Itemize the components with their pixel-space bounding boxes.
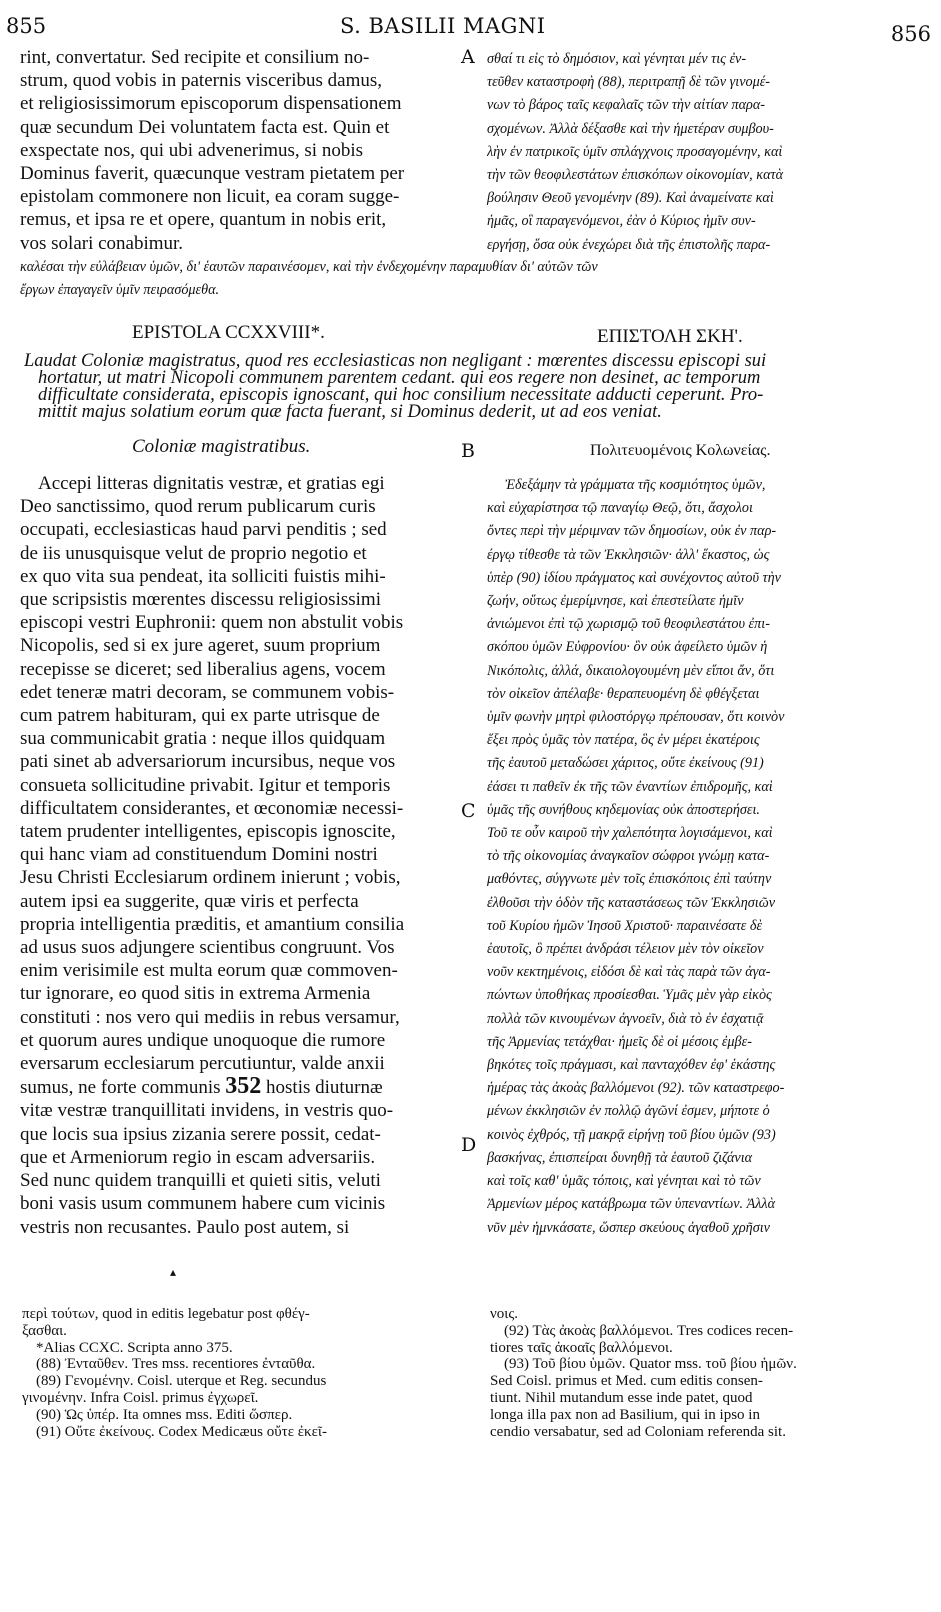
text-line: Accepi litteras dignitatis vestræ, et gratias egi	[38, 473, 385, 494]
text-line: remus, et ipsa re et opere, quantum in nobis erit,	[20, 209, 387, 231]
text-line: constituti : nos vero qui mediis in rebus versamur,	[20, 1006, 400, 1028]
text-line: occupati, ecclesiasticas haud parvi penditis ; sed	[20, 519, 387, 541]
text-line: ἐλθοῦσι τὴν ὁδὸν τῆς καταστάσεως τῶν Ἐκκλησιῶν	[487, 894, 776, 911]
footnote-line: cendio versabatur, sed ad Coloniam referenda sit.	[490, 1423, 786, 1440]
text-line: καλέσαι τὴν εὐλάβειαν ὑμῶν, δι' ἑαυτῶν παραινέσομεν, καὶ τὴν ἐνδεχομένην παραμυθίαν δι' αὐτῶν τῶν	[20, 259, 598, 275]
text-line: έργῳ τίθεσθε τὰ τῶν Ἐκκλησιῶν· ἀλλ' ἕκαστος, ὡς	[487, 546, 770, 563]
footnote-line: γινομένην. Infra Coisl. primus ἐγχωρεῖ.	[22, 1389, 259, 1406]
text-line: episcopi vestri Euphronii: quem non abstulit vobis	[20, 612, 404, 634]
text-line: Ἐδεξάμην τὰ γράμματα τῆς κοσμιότητος ὑμῶν,	[505, 477, 766, 493]
text-line: βούλησιν Θεοῦ γενομένην (89). Καὶ ἀναμείνατε καὶ	[487, 190, 774, 207]
text-line: εργήσῃ, ὅσα οὐκ ἐνεχώρει διὰ τῆς ἐπιστολῆς παρα-	[487, 236, 771, 253]
text-line: recepisse se diceret; sed liberalius agens, vocem	[20, 658, 386, 680]
text-line: enim verisimile est multa eorum quæ commoven-	[20, 960, 398, 982]
text-line: epistolam commonere non licuit, ea coram sugge-	[20, 186, 400, 208]
text-line: Ἀρμενίων μέρος κατάβρωμα τῶν ὑπεναντίων. Ἀλλὰ	[487, 1196, 776, 1213]
margin-letter-d: D	[461, 1134, 477, 1156]
footnote-line: (92) Τὰς ἀκοὰς βαλλόμενοι. Tres codices recen-	[504, 1322, 794, 1339]
epistola-title-greek: ΕΠΙΣΤΟΛΗ ΣΚΗ'.	[597, 326, 743, 347]
text-line: μένων ἐκκλησιῶν ἐν πολλῷ ἀγῶνί ἐσμεν, μήποτε ὁ	[487, 1103, 770, 1120]
footnote-line: longa illa pax non ad Basilium, qui in ipso in	[490, 1406, 760, 1423]
footnotes-right	[490, 1306, 930, 1440]
text-line: que locis sua ipsius zizania serere possit, cedat-	[20, 1123, 381, 1145]
text-line: Τοῦ τε οὖν καιροῦ τὴν χαλεπότητα λογισάμενοι, καὶ	[487, 825, 773, 842]
text-line: consueta sollicitudine privabit. Igitur et temporis	[20, 774, 391, 796]
text-line: ὑμᾶς τῆς συνήθους κηδεμονίας οὐκ ἀποστερήσει.	[487, 801, 760, 818]
text-line: τῆς ἑαυτοῦ μεταδώσει χάριτος, οὔτε ἐκείνους (91)	[487, 755, 764, 772]
text-line: edet teneræ matri decoram, se communem vobis-	[20, 681, 395, 703]
text-line: κοινὸς ἐχθρός, τῇ μακρᾷ εἰρήνῃ τοῦ βίου ὑμῶν (93)	[487, 1126, 776, 1143]
footnote-line: tiores ταῖς ἀκοαῖς βαλλόμενοι.	[490, 1339, 673, 1356]
text-line: vestris non recusantes. Paulo post autem, si	[20, 1216, 350, 1238]
page-mark: ▴	[170, 1265, 177, 1279]
text-line: exspectate nos, qui ubi advenerimus, si nobis	[20, 139, 363, 161]
text-line: Νικόπολις, ἀλλά, δικαιολογουμένη μὲν εἴποι ἄν, ὅτι	[487, 662, 775, 679]
text-line: ἑαυτοῖς, ὃ πρέπει ἀνδράσι τέλειον μὲν τὸν οἰκεῖον	[487, 941, 764, 958]
footnote-line: (89) Γενομένην. Coisl. uterque et Reg. secundus	[36, 1373, 327, 1390]
footnote-line: *Alias CCXC. Scripta anno 375.	[36, 1339, 233, 1356]
footnote-line: (90) Ὡς ὑπέρ. Ita omnes mss. Editi ὥσπερ.	[36, 1406, 293, 1423]
footnote-line: tiunt. Nihil mutandum esse inde patet, quod	[490, 1389, 753, 1406]
footnote-line: περὶ τούτων, quod in editis legebatur post φθέγ-	[22, 1306, 310, 1322]
text-line: ἔργων ἐπαγαγεῖν ὑμῖν πειρασόμεθα.	[20, 282, 220, 299]
text-line: hortatur, ut matri Nicopoli communem parentem cedant. qui eos regere non desinet, ac temporum	[38, 370, 761, 387]
text-line: difficultatem considerantes, et œconomiæ necessi-	[20, 797, 404, 819]
text-line: νῦν μὲν ἡμνκάσατε, ὥσπερ σκεύους ἀγαθοῦ χρῆσιν	[487, 1219, 770, 1236]
text-line: πώντων ὑποθήκας προσίεσθαι. Ὑμᾶς μὲν γὰρ εἰκὸς	[487, 987, 772, 1004]
text-line: Laudat Coloniæ magistratus, quod res ecclesiasticas non negligant : mœrentes discessu episcopi sui	[24, 353, 767, 370]
greek-column-main	[487, 474, 927, 1240]
text-line: que et Armeniorum regio in escam adversariis.	[20, 1146, 376, 1168]
text-line: Jesu Christi Ecclesiarum ordinem inierunt ; vobis,	[20, 867, 401, 889]
text-line: ὑμῖν φωνὴν μητρὶ φιλοστόργῳ πρέπουσαν, ὅτι κοινὸν	[487, 709, 785, 726]
text-segment: hostis diuturnæ	[266, 1077, 383, 1099]
page-number-right: 856	[890, 22, 931, 46]
latin-column-main	[20, 472, 460, 1239]
text-line: μαθόντες, σύγγνωτε μὲν τοῖς ἐπισκόποις ἐπὶ ταύτην	[487, 871, 772, 888]
text-line: cum patrem habituram, qui ex parte utrisque de	[20, 705, 380, 727]
text-line: τὴν τῶν θεοφιλεστάτων ἐπισκόπων οἰκονομίαν, κατὰ	[487, 167, 784, 184]
text-line: Nicopolis, sed si ex jure ageret, suum proprium	[20, 635, 381, 657]
footnote-line: νοις.	[490, 1306, 519, 1322]
text-line: ad usus suos adjungere scientibus congruunt. Vos	[20, 937, 395, 959]
latin-column-top	[20, 46, 460, 255]
greek-column-top	[487, 48, 927, 257]
text-line: propria intelligentia præditis, et amantium consilia	[20, 913, 405, 935]
text-line: ἐάσει τι παθεῖν ἐκ τῆς τῶν ἐναντίων ἐπιδρομῆς, καὶ	[487, 778, 773, 795]
text-line: que scripsistis mœrentes discessu religiosissimi	[20, 589, 381, 611]
text-line: tur ignorare, eo quod sitis in extrema Armenia	[20, 983, 371, 1005]
text-line: sua communicabit gratia : neque illos quidquam	[20, 728, 386, 750]
text-line: ὄντες περὶ τὴν μέριμναν τῶν δημοσίων, οὐκ ἐν παρ-	[487, 523, 777, 540]
footnote-line: Sed Coisl. primus et Med. cum editis consen-	[490, 1373, 763, 1390]
text-line: τὸν οἰκεῖον ἀπέλαβε· θεραπευομένη δὲ φθέγξεται	[487, 685, 760, 702]
text-line: autem ipsi ea suggerite, quæ viris et perfecta	[20, 890, 359, 912]
text-line: ἀνιώμενοι ἐπὶ τῷ χωρισμῷ τοῦ θεοφιλεστάτου ἐπι-	[487, 616, 770, 633]
page-number-left: 855	[6, 14, 47, 38]
running-title: S. BASILII MAGNI	[340, 14, 546, 38]
text-line: eversarum ecclesiarum percutiuntur, valde anxii	[20, 1053, 385, 1075]
text-line: Dominus faverit, quæcunque vestram pietatem per	[20, 163, 405, 185]
text-segment: sumus, ne forte communis	[20, 1077, 221, 1099]
text-line: ἡμέρας τὰς ἀκοὰς βαλλόμενοι (92). τῶν καταστρεφο-	[487, 1080, 785, 1097]
text-line: σθαί τι εἰς τὸ δημόσιον, καὶ γένηται μέν τις ἐν-	[487, 51, 747, 67]
text-line: τεῦθεν καταστροφὴ (88), περιτραπῇ δὲ τῶν γινομέ-	[487, 74, 771, 91]
text-line: σκόπου ὑμῶν Εὐφρονίου· ὃν οὐκ ἀφείλετο ὑμῶν ἡ	[487, 639, 768, 656]
text-line: ζωήν, οὕτως ἐμερίμνησε, καὶ ἐπεστείλατε ἡμῖν	[487, 593, 744, 610]
footnote-line: ξασθαι.	[22, 1322, 67, 1339]
text-line	[20, 1075, 460, 1099]
greek-full-width	[20, 256, 925, 302]
footnotes-left	[22, 1306, 462, 1440]
footnote-line: (88) Ἐνταῦθεν. Tres mss. recentiores ἐνταῦθα.	[36, 1356, 316, 1373]
text-line: vos solari conabimur.	[20, 232, 184, 254]
text-line: καὶ εὐχαρίστησα τῷ παναγίῳ Θεῷ, ὅτι, ἄσχολοι	[487, 500, 753, 517]
text-line: et religiosissimorum episcoporum dispensationem	[20, 93, 402, 115]
text-line: qui hanc viam ad constituendum Domini nostri	[20, 844, 378, 866]
text-line: et quorum aures undique unoquoque die rumore	[20, 1029, 386, 1051]
address-latin: Coloniæ magistratibus.	[132, 436, 311, 457]
text-line: ἡμᾶς, οἳ παραγενόμενοι, ἐὰν ὁ Κύριος ἡμῖν συν-	[487, 213, 756, 230]
text-line: rint, convertatur. Sed recipite et consilium no-	[20, 47, 370, 68]
text-line: Deo sanctissimo, quod rerum publicarum curis	[20, 496, 376, 518]
text-line: λὴν ἐν πατρικοῖς ὑμῖν σπλάγχνοις προσαγομένην, καὶ	[487, 143, 783, 160]
text-line: νων τὸ βάρος ταῖς κεφαλαῖς τῶν τὴν αἰτίαν παρα-	[487, 97, 766, 114]
footnote-line: (91) Οὔτε ἐκείνους. Codex Medicæus οὔτε ἐκεῖ-	[36, 1423, 327, 1440]
address-greek: Πολιτευομένοις Κολωνείας.	[590, 442, 771, 459]
text-line: πολλὰ τῶν κινουμένων ἀγνοεῖν, διὰ τὸ ἐν ἐσχατιᾷ	[487, 1010, 764, 1027]
epistola-summary	[24, 353, 924, 421]
text-line: βασκήνας, ἐπισπείραι δυνηθῇ τὰ ἑαυτοῦ ζιζάνια	[487, 1149, 753, 1166]
text-line: ἕξει πρὸς ὑμᾶς τὸν πατέρα, ὃς ἐν μέρει ἑκατέροις	[487, 732, 760, 749]
text-line: difficultate considerata, episcopis ignoscant, qui hoc consilium necessitate adducti ceperunt. Pro-	[38, 387, 764, 404]
text-line: de iis unusquisque velut de proprio negotio et	[20, 542, 367, 564]
footnote-line: (93) Τοῦ βίου ὑμῶν. Quator mss. τοῦ βίου ἡμῶν.	[504, 1356, 797, 1373]
text-line: quæ secundum Dei voluntatem facta est. Quin et	[20, 116, 390, 138]
page-reference-number: 352	[225, 1075, 262, 1100]
text-line: σχομένων. Ἀλλὰ δέξασθε καὶ τὴν ἡμετέραν συμβου-	[487, 120, 774, 137]
text-line: τὸ τῆς οἰκονομίας ἀναγκαῖον σώφροι γνώμῃ κατα-	[487, 848, 770, 865]
text-line: ὑπὲρ (90) ἰδίου πράγματος καὶ συνέχοντος αὐτοῦ τὴν	[487, 569, 781, 586]
epistola-title-latin: EPISTOLA CCXXVIII*.	[132, 322, 325, 343]
text-line: tatem prudenter intelligentes, episcopis ignoscite,	[20, 821, 396, 843]
margin-letter-b: B	[461, 440, 475, 462]
text-line: mittit majus solatium eorum quæ facta fuerant, si Dominus dederit, ut ad eos veniat.	[38, 404, 662, 421]
text-line: ex quo vita sua pendeat, ita solliciti fuistis mihi-	[20, 565, 386, 587]
text-line: τοῦ Κυρίου ἡμῶν Ἰησοῦ Χριστοῦ· παραινέσατε δὲ	[487, 917, 763, 934]
text-line: boni vasis usum communem habere cum vicinis	[20, 1193, 386, 1215]
text-line: τῆς Ἀρμενίας τετάχθαι· ἡμεῖς δὲ οἱ μέσοις ἐμβε-	[487, 1033, 752, 1050]
text-line: βηκότες τοῖς πράγμασι, καὶ πανταχόθεν ἐφ' ἑκάστης	[487, 1057, 776, 1074]
text-line: νοῦν κεκτημένοις, εἰδόσι δὲ καὶ τὰς παρὰ τῶν ἀγα-	[487, 964, 771, 981]
margin-letter-a: A	[461, 46, 475, 68]
text-line: vitæ vestræ tranquillitati invidens, in vestris quo-	[20, 1100, 394, 1122]
text-line: strum, quod vobis in paternis visceribus damus,	[20, 70, 383, 92]
text-line: pati sinet ab adversariorum incursibus, neque vos	[20, 751, 396, 773]
margin-letter-c: C	[461, 800, 476, 822]
text-line: καὶ τοῖς καθ' ὑμᾶς τόποις, καὶ γένηται καὶ τὸ τῶν	[487, 1173, 761, 1190]
text-line: Sed nunc quidem tranquilli et quieti sitis, veluti	[20, 1170, 381, 1192]
